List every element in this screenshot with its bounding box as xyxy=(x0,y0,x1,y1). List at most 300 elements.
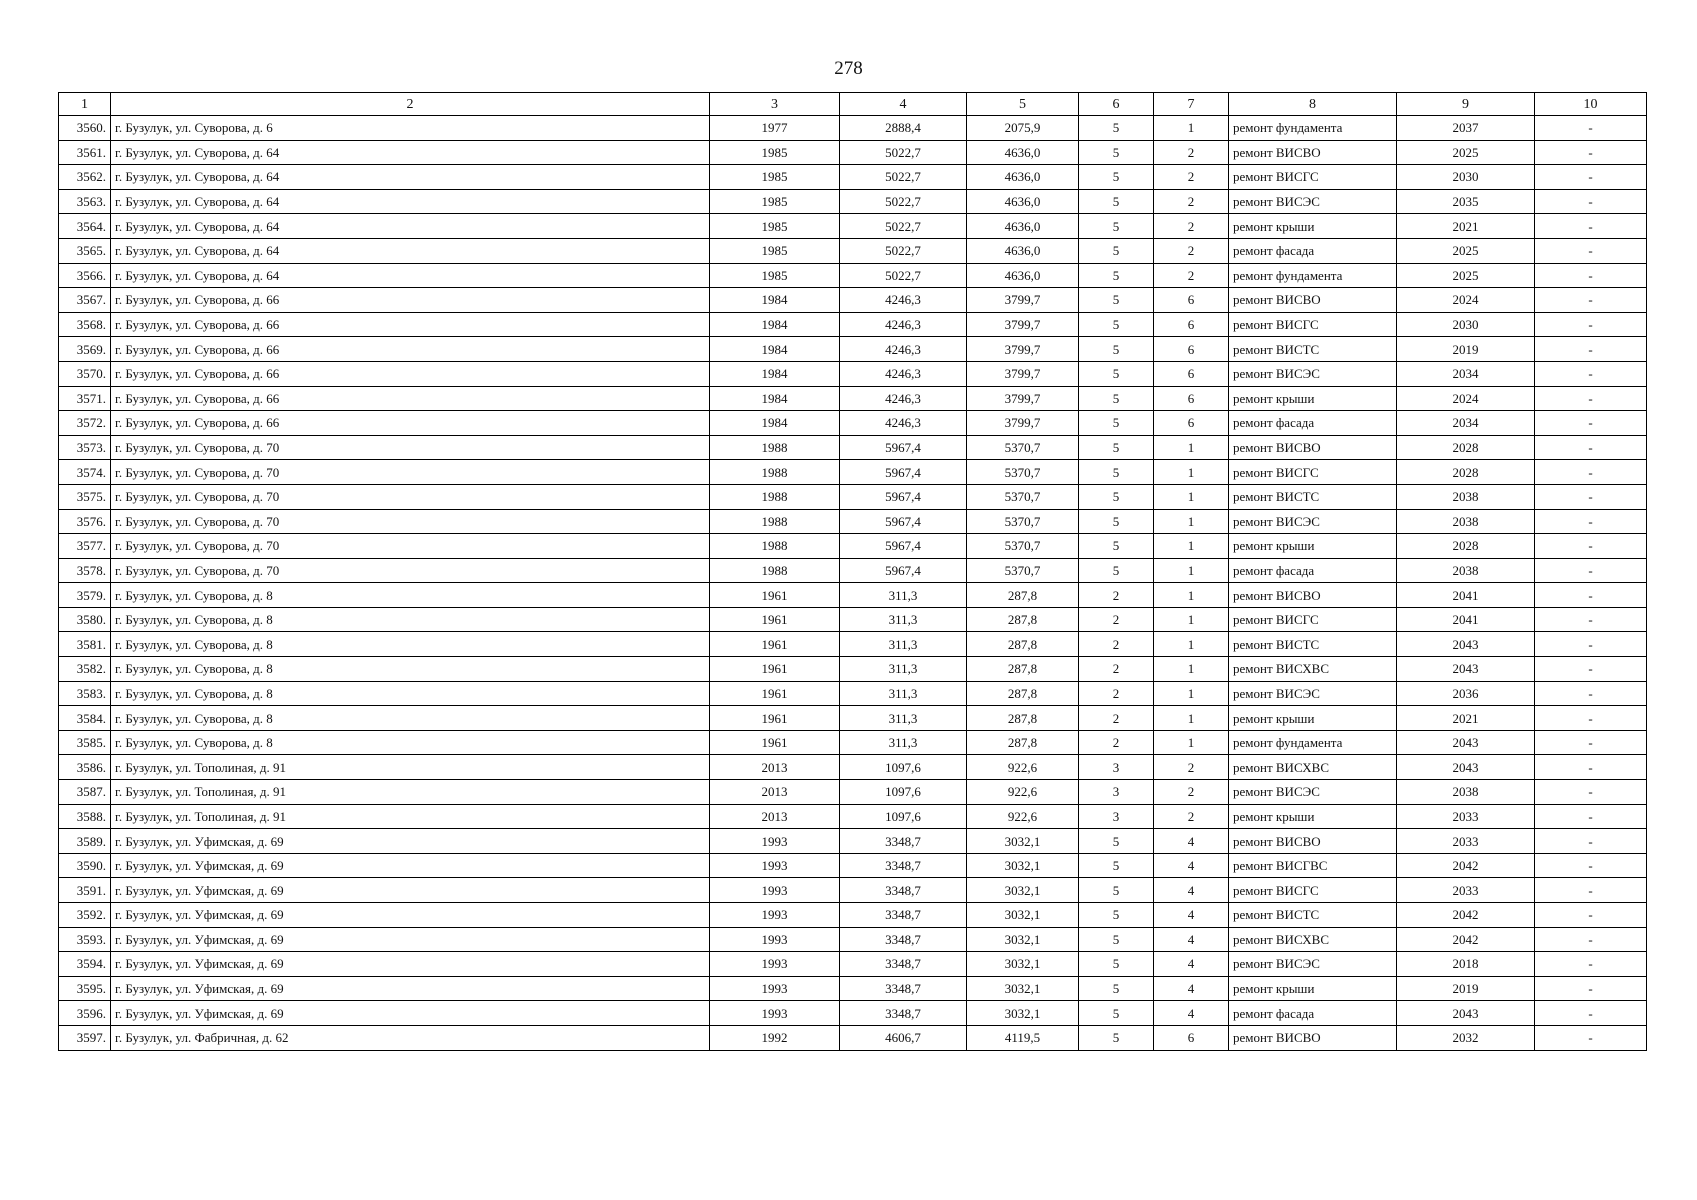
planned-year-cell: 2041 xyxy=(1397,607,1535,632)
year-built-cell: 1993 xyxy=(710,878,840,903)
living-area-cell: 2075,9 xyxy=(967,116,1079,141)
address-cell: г. Бузулук, ул. Тополиная, д. 91 xyxy=(111,804,710,829)
living-area-cell: 3799,7 xyxy=(967,361,1079,386)
planned-year-cell: 2042 xyxy=(1397,903,1535,928)
total-area-cell: 4246,3 xyxy=(840,312,967,337)
column-header: 5 xyxy=(967,93,1079,116)
row-number-cell: 3587. xyxy=(59,780,111,805)
entrances-cell: 6 xyxy=(1154,312,1229,337)
row-number-cell: 3591. xyxy=(59,878,111,903)
note-cell: - xyxy=(1535,583,1647,608)
living-area-cell: 922,6 xyxy=(967,755,1079,780)
living-area-cell: 4636,0 xyxy=(967,189,1079,214)
year-built-cell: 1961 xyxy=(710,607,840,632)
floors-cell: 5 xyxy=(1079,337,1154,362)
entrances-cell: 2 xyxy=(1154,165,1229,190)
work-type-cell: ремонт ВИСТС xyxy=(1229,484,1397,509)
total-area-cell: 4246,3 xyxy=(840,386,967,411)
address-cell: г. Бузулук, ул. Суворова, д. 66 xyxy=(111,288,710,313)
entrances-cell: 1 xyxy=(1154,558,1229,583)
planned-year-cell: 2043 xyxy=(1397,730,1535,755)
entrances-cell: 6 xyxy=(1154,411,1229,436)
address-cell: г. Бузулук, ул. Уфимская, д. 69 xyxy=(111,1001,710,1026)
table-row xyxy=(59,878,1647,903)
work-type-cell: ремонт ВИСХВС xyxy=(1229,755,1397,780)
table-row xyxy=(59,116,1647,141)
entrances-cell: 2 xyxy=(1154,755,1229,780)
floors-cell: 5 xyxy=(1079,435,1154,460)
work-type-cell: ремонт фундамента xyxy=(1229,116,1397,141)
entrances-cell: 6 xyxy=(1154,386,1229,411)
address-cell: г. Бузулук, ул. Суворова, д. 64 xyxy=(111,238,710,263)
entrances-cell: 4 xyxy=(1154,952,1229,977)
column-header: 10 xyxy=(1535,93,1647,116)
row-number-cell: 3561. xyxy=(59,140,111,165)
year-built-cell: 1985 xyxy=(710,214,840,239)
work-type-cell: ремонт крыши xyxy=(1229,804,1397,829)
work-type-cell: ремонт ВИСЭС xyxy=(1229,189,1397,214)
floors-cell: 5 xyxy=(1079,214,1154,239)
work-type-cell: ремонт фасада xyxy=(1229,1001,1397,1026)
address-cell: г. Бузулук, ул. Суворова, д. 6 xyxy=(111,116,710,141)
planned-year-cell: 2025 xyxy=(1397,238,1535,263)
table-row xyxy=(59,730,1647,755)
living-area-cell: 5370,7 xyxy=(967,484,1079,509)
floors-cell: 2 xyxy=(1079,706,1154,731)
address-cell: г. Бузулук, ул. Суворова, д. 8 xyxy=(111,681,710,706)
work-type-cell: ремонт фундамента xyxy=(1229,730,1397,755)
planned-year-cell: 2042 xyxy=(1397,927,1535,952)
row-number-cell: 3576. xyxy=(59,509,111,534)
entrances-cell: 6 xyxy=(1154,337,1229,362)
year-built-cell: 1988 xyxy=(710,558,840,583)
living-area-cell: 3799,7 xyxy=(967,312,1079,337)
work-type-cell: ремонт ВИСГС xyxy=(1229,460,1397,485)
planned-year-cell: 2043 xyxy=(1397,632,1535,657)
row-number-cell: 3581. xyxy=(59,632,111,657)
work-type-cell: ремонт ВИСГС xyxy=(1229,878,1397,903)
living-area-cell: 3799,7 xyxy=(967,386,1079,411)
table-row xyxy=(59,460,1647,485)
living-area-cell: 3032,1 xyxy=(967,927,1079,952)
note-cell: - xyxy=(1535,976,1647,1001)
header-row xyxy=(59,93,1647,116)
row-number-cell: 3585. xyxy=(59,730,111,755)
floors-cell: 2 xyxy=(1079,607,1154,632)
note-cell: - xyxy=(1535,1025,1647,1050)
floors-cell: 5 xyxy=(1079,263,1154,288)
entrances-cell: 1 xyxy=(1154,583,1229,608)
table-row xyxy=(59,411,1647,436)
floors-cell: 5 xyxy=(1079,189,1154,214)
entrances-cell: 6 xyxy=(1154,288,1229,313)
row-number-cell: 3577. xyxy=(59,534,111,559)
entrances-cell: 1 xyxy=(1154,706,1229,731)
work-type-cell: ремонт ВИСТС xyxy=(1229,632,1397,657)
planned-year-cell: 2025 xyxy=(1397,263,1535,288)
total-area-cell: 5967,4 xyxy=(840,460,967,485)
address-cell: г. Бузулук, ул. Суворова, д. 70 xyxy=(111,558,710,583)
entrances-cell: 4 xyxy=(1154,976,1229,1001)
floors-cell: 5 xyxy=(1079,165,1154,190)
work-type-cell: ремонт ВИСТС xyxy=(1229,337,1397,362)
planned-year-cell: 2021 xyxy=(1397,706,1535,731)
note-cell: - xyxy=(1535,681,1647,706)
table-row xyxy=(59,1025,1647,1050)
note-cell: - xyxy=(1535,435,1647,460)
entrances-cell: 1 xyxy=(1154,484,1229,509)
year-built-cell: 1984 xyxy=(710,386,840,411)
living-area-cell: 5370,7 xyxy=(967,534,1079,559)
row-number-cell: 3578. xyxy=(59,558,111,583)
row-number-cell: 3586. xyxy=(59,755,111,780)
row-number-cell: 3589. xyxy=(59,829,111,854)
column-header: 9 xyxy=(1397,93,1535,116)
entrances-cell: 1 xyxy=(1154,116,1229,141)
living-area-cell: 5370,7 xyxy=(967,435,1079,460)
row-number-cell: 3568. xyxy=(59,312,111,337)
floors-cell: 5 xyxy=(1079,386,1154,411)
address-cell: г. Бузулук, ул. Суворова, д. 64 xyxy=(111,214,710,239)
work-type-cell: ремонт крыши xyxy=(1229,534,1397,559)
year-built-cell: 1993 xyxy=(710,829,840,854)
column-header: 3 xyxy=(710,93,840,116)
year-built-cell: 1984 xyxy=(710,361,840,386)
entrances-cell: 1 xyxy=(1154,681,1229,706)
planned-year-cell: 2034 xyxy=(1397,361,1535,386)
table-row xyxy=(59,804,1647,829)
floors-cell: 5 xyxy=(1079,140,1154,165)
living-area-cell: 4636,0 xyxy=(967,214,1079,239)
note-cell: - xyxy=(1535,829,1647,854)
row-number-cell: 3597. xyxy=(59,1025,111,1050)
entrances-cell: 2 xyxy=(1154,214,1229,239)
column-header: 6 xyxy=(1079,93,1154,116)
floors-cell: 3 xyxy=(1079,755,1154,780)
year-built-cell: 1984 xyxy=(710,288,840,313)
living-area-cell: 4636,0 xyxy=(967,140,1079,165)
living-area-cell: 3032,1 xyxy=(967,1001,1079,1026)
address-cell: г. Бузулук, ул. Суворова, д. 70 xyxy=(111,435,710,460)
planned-year-cell: 2034 xyxy=(1397,411,1535,436)
address-cell: г. Бузулук, ул. Тополиная, д. 91 xyxy=(111,755,710,780)
floors-cell: 5 xyxy=(1079,509,1154,534)
note-cell: - xyxy=(1535,878,1647,903)
living-area-cell: 4636,0 xyxy=(967,263,1079,288)
repair-register-table xyxy=(58,92,1647,1051)
address-cell: г. Бузулук, ул. Суворова, д. 66 xyxy=(111,312,710,337)
entrances-cell: 2 xyxy=(1154,263,1229,288)
year-built-cell: 1985 xyxy=(710,238,840,263)
note-cell: - xyxy=(1535,288,1647,313)
living-area-cell: 3799,7 xyxy=(967,411,1079,436)
total-area-cell: 3348,7 xyxy=(840,878,967,903)
entrances-cell: 1 xyxy=(1154,632,1229,657)
total-area-cell: 3348,7 xyxy=(840,927,967,952)
address-cell: г. Бузулук, ул. Тополиная, д. 91 xyxy=(111,780,710,805)
row-number-cell: 3593. xyxy=(59,927,111,952)
planned-year-cell: 2028 xyxy=(1397,534,1535,559)
table-row xyxy=(59,214,1647,239)
total-area-cell: 311,3 xyxy=(840,657,967,682)
note-cell: - xyxy=(1535,361,1647,386)
table-row xyxy=(59,312,1647,337)
address-cell: г. Бузулук, ул. Суворова, д. 66 xyxy=(111,386,710,411)
year-built-cell: 1993 xyxy=(710,1001,840,1026)
total-area-cell: 311,3 xyxy=(840,706,967,731)
note-cell: - xyxy=(1535,952,1647,977)
planned-year-cell: 2032 xyxy=(1397,1025,1535,1050)
work-type-cell: ремонт ВИСГС xyxy=(1229,165,1397,190)
row-number-cell: 3569. xyxy=(59,337,111,362)
row-number-cell: 3594. xyxy=(59,952,111,977)
year-built-cell: 1992 xyxy=(710,1025,840,1050)
living-area-cell: 5370,7 xyxy=(967,558,1079,583)
floors-cell: 5 xyxy=(1079,288,1154,313)
address-cell: г. Бузулук, ул. Суворова, д. 8 xyxy=(111,730,710,755)
table-row xyxy=(59,386,1647,411)
total-area-cell: 5022,7 xyxy=(840,263,967,288)
floors-cell: 5 xyxy=(1079,411,1154,436)
floors-cell: 5 xyxy=(1079,460,1154,485)
note-cell: - xyxy=(1535,460,1647,485)
entrances-cell: 4 xyxy=(1154,878,1229,903)
note-cell: - xyxy=(1535,140,1647,165)
address-cell: г. Бузулук, ул. Суворова, д. 64 xyxy=(111,140,710,165)
living-area-cell: 287,8 xyxy=(967,632,1079,657)
planned-year-cell: 2018 xyxy=(1397,952,1535,977)
work-type-cell: ремонт крыши xyxy=(1229,706,1397,731)
year-built-cell: 1988 xyxy=(710,460,840,485)
note-cell: - xyxy=(1535,780,1647,805)
note-cell: - xyxy=(1535,312,1647,337)
year-built-cell: 1988 xyxy=(710,484,840,509)
floors-cell: 2 xyxy=(1079,632,1154,657)
entrances-cell: 1 xyxy=(1154,534,1229,559)
total-area-cell: 4246,3 xyxy=(840,361,967,386)
entrances-cell: 6 xyxy=(1154,361,1229,386)
floors-cell: 5 xyxy=(1079,1025,1154,1050)
planned-year-cell: 2021 xyxy=(1397,214,1535,239)
table-row xyxy=(59,140,1647,165)
year-built-cell: 1988 xyxy=(710,534,840,559)
floors-cell: 5 xyxy=(1079,558,1154,583)
year-built-cell: 1961 xyxy=(710,706,840,731)
planned-year-cell: 2025 xyxy=(1397,140,1535,165)
living-area-cell: 3799,7 xyxy=(967,337,1079,362)
row-number-cell: 3596. xyxy=(59,1001,111,1026)
total-area-cell: 5967,4 xyxy=(840,484,967,509)
table-row xyxy=(59,976,1647,1001)
total-area-cell: 5022,7 xyxy=(840,140,967,165)
note-cell: - xyxy=(1535,657,1647,682)
row-number-cell: 3565. xyxy=(59,238,111,263)
floors-cell: 5 xyxy=(1079,976,1154,1001)
address-cell: г. Бузулук, ул. Суворова, д. 70 xyxy=(111,509,710,534)
total-area-cell: 5967,4 xyxy=(840,509,967,534)
work-type-cell: ремонт ВИСГВС xyxy=(1229,853,1397,878)
entrances-cell: 1 xyxy=(1154,460,1229,485)
planned-year-cell: 2019 xyxy=(1397,976,1535,1001)
work-type-cell: ремонт ВИСВО xyxy=(1229,140,1397,165)
planned-year-cell: 2036 xyxy=(1397,681,1535,706)
floors-cell: 2 xyxy=(1079,730,1154,755)
entrances-cell: 4 xyxy=(1154,853,1229,878)
table-row xyxy=(59,534,1647,559)
year-built-cell: 2013 xyxy=(710,780,840,805)
row-number-cell: 3573. xyxy=(59,435,111,460)
total-area-cell: 3348,7 xyxy=(840,1001,967,1026)
table-row xyxy=(59,288,1647,313)
total-area-cell: 311,3 xyxy=(840,632,967,657)
total-area-cell: 5022,7 xyxy=(840,165,967,190)
total-area-cell: 5967,4 xyxy=(840,534,967,559)
table-row xyxy=(59,755,1647,780)
living-area-cell: 3032,1 xyxy=(967,952,1079,977)
entrances-cell: 2 xyxy=(1154,189,1229,214)
living-area-cell: 287,8 xyxy=(967,607,1079,632)
address-cell: г. Бузулук, ул. Суворова, д. 64 xyxy=(111,189,710,214)
total-area-cell: 4246,3 xyxy=(840,411,967,436)
floors-cell: 5 xyxy=(1079,312,1154,337)
total-area-cell: 5022,7 xyxy=(840,189,967,214)
row-number-cell: 3564. xyxy=(59,214,111,239)
living-area-cell: 287,8 xyxy=(967,583,1079,608)
living-area-cell: 3032,1 xyxy=(967,976,1079,1001)
row-number-cell: 3570. xyxy=(59,361,111,386)
note-cell: - xyxy=(1535,238,1647,263)
column-header: 7 xyxy=(1154,93,1229,116)
work-type-cell: ремонт ВИСВО xyxy=(1229,288,1397,313)
floors-cell: 5 xyxy=(1079,484,1154,509)
work-type-cell: ремонт ВИСГС xyxy=(1229,607,1397,632)
work-type-cell: ремонт крыши xyxy=(1229,976,1397,1001)
planned-year-cell: 2038 xyxy=(1397,558,1535,583)
living-area-cell: 5370,7 xyxy=(967,460,1079,485)
entrances-cell: 4 xyxy=(1154,903,1229,928)
planned-year-cell: 2033 xyxy=(1397,804,1535,829)
work-type-cell: ремонт ВИСЭС xyxy=(1229,681,1397,706)
year-built-cell: 1961 xyxy=(710,657,840,682)
row-number-cell: 3583. xyxy=(59,681,111,706)
note-cell: - xyxy=(1535,484,1647,509)
floors-cell: 5 xyxy=(1079,361,1154,386)
work-type-cell: ремонт ВИСВО xyxy=(1229,583,1397,608)
planned-year-cell: 2033 xyxy=(1397,829,1535,854)
total-area-cell: 4246,3 xyxy=(840,337,967,362)
total-area-cell: 3348,7 xyxy=(840,829,967,854)
living-area-cell: 4636,0 xyxy=(967,238,1079,263)
address-cell: г. Бузулук, ул. Уфимская, д. 69 xyxy=(111,903,710,928)
planned-year-cell: 2043 xyxy=(1397,755,1535,780)
floors-cell: 3 xyxy=(1079,780,1154,805)
year-built-cell: 1985 xyxy=(710,165,840,190)
entrances-cell: 2 xyxy=(1154,780,1229,805)
entrances-cell: 1 xyxy=(1154,509,1229,534)
total-area-cell: 5967,4 xyxy=(840,558,967,583)
note-cell: - xyxy=(1535,607,1647,632)
table-row xyxy=(59,657,1647,682)
note-cell: - xyxy=(1535,214,1647,239)
total-area-cell: 5022,7 xyxy=(840,238,967,263)
living-area-cell: 3032,1 xyxy=(967,853,1079,878)
living-area-cell: 922,6 xyxy=(967,804,1079,829)
total-area-cell: 311,3 xyxy=(840,681,967,706)
planned-year-cell: 2038 xyxy=(1397,484,1535,509)
table-row xyxy=(59,361,1647,386)
address-cell: г. Бузулук, ул. Суворова, д. 64 xyxy=(111,263,710,288)
address-cell: г. Бузулук, ул. Суворова, д. 70 xyxy=(111,484,710,509)
entrances-cell: 2 xyxy=(1154,804,1229,829)
work-type-cell: ремонт крыши xyxy=(1229,386,1397,411)
living-area-cell: 287,8 xyxy=(967,706,1079,731)
work-type-cell: ремонт фундамента xyxy=(1229,263,1397,288)
floors-cell: 5 xyxy=(1079,1001,1154,1026)
floors-cell: 5 xyxy=(1079,534,1154,559)
table-row xyxy=(59,681,1647,706)
total-area-cell: 1097,6 xyxy=(840,804,967,829)
work-type-cell: ремонт ВИСХВС xyxy=(1229,927,1397,952)
floors-cell: 5 xyxy=(1079,116,1154,141)
note-cell: - xyxy=(1535,706,1647,731)
note-cell: - xyxy=(1535,509,1647,534)
year-built-cell: 1993 xyxy=(710,952,840,977)
address-cell: г. Бузулук, ул. Суворова, д. 8 xyxy=(111,632,710,657)
floors-cell: 5 xyxy=(1079,238,1154,263)
address-cell: г. Бузулук, ул. Суворова, д. 66 xyxy=(111,361,710,386)
note-cell: - xyxy=(1535,927,1647,952)
table-row xyxy=(59,829,1647,854)
work-type-cell: ремонт ВИСЭС xyxy=(1229,952,1397,977)
planned-year-cell: 2042 xyxy=(1397,853,1535,878)
floors-cell: 2 xyxy=(1079,681,1154,706)
year-built-cell: 1993 xyxy=(710,927,840,952)
total-area-cell: 3348,7 xyxy=(840,853,967,878)
table-row xyxy=(59,780,1647,805)
year-built-cell: 1993 xyxy=(710,903,840,928)
total-area-cell: 4246,3 xyxy=(840,288,967,313)
total-area-cell: 1097,6 xyxy=(840,780,967,805)
row-number-cell: 3567. xyxy=(59,288,111,313)
work-type-cell: ремонт ВИСЭС xyxy=(1229,509,1397,534)
note-cell: - xyxy=(1535,558,1647,583)
work-type-cell: ремонт фасада xyxy=(1229,238,1397,263)
floors-cell: 2 xyxy=(1079,657,1154,682)
planned-year-cell: 2035 xyxy=(1397,189,1535,214)
work-type-cell: ремонт ВИСВО xyxy=(1229,1025,1397,1050)
note-cell: - xyxy=(1535,386,1647,411)
living-area-cell: 922,6 xyxy=(967,780,1079,805)
planned-year-cell: 2028 xyxy=(1397,435,1535,460)
note-cell: - xyxy=(1535,165,1647,190)
table-row xyxy=(59,263,1647,288)
year-built-cell: 1984 xyxy=(710,411,840,436)
floors-cell: 5 xyxy=(1079,829,1154,854)
planned-year-cell: 2030 xyxy=(1397,165,1535,190)
total-area-cell: 5022,7 xyxy=(840,214,967,239)
year-built-cell: 1988 xyxy=(710,435,840,460)
note-cell: - xyxy=(1535,411,1647,436)
entrances-cell: 1 xyxy=(1154,730,1229,755)
column-header: 8 xyxy=(1229,93,1397,116)
address-cell: г. Бузулук, ул. Фабричная, д. 62 xyxy=(111,1025,710,1050)
entrances-cell: 1 xyxy=(1154,435,1229,460)
table-row xyxy=(59,509,1647,534)
row-number-cell: 3592. xyxy=(59,903,111,928)
year-built-cell: 1985 xyxy=(710,189,840,214)
address-cell: г. Бузулук, ул. Уфимская, д. 69 xyxy=(111,927,710,952)
planned-year-cell: 2033 xyxy=(1397,878,1535,903)
